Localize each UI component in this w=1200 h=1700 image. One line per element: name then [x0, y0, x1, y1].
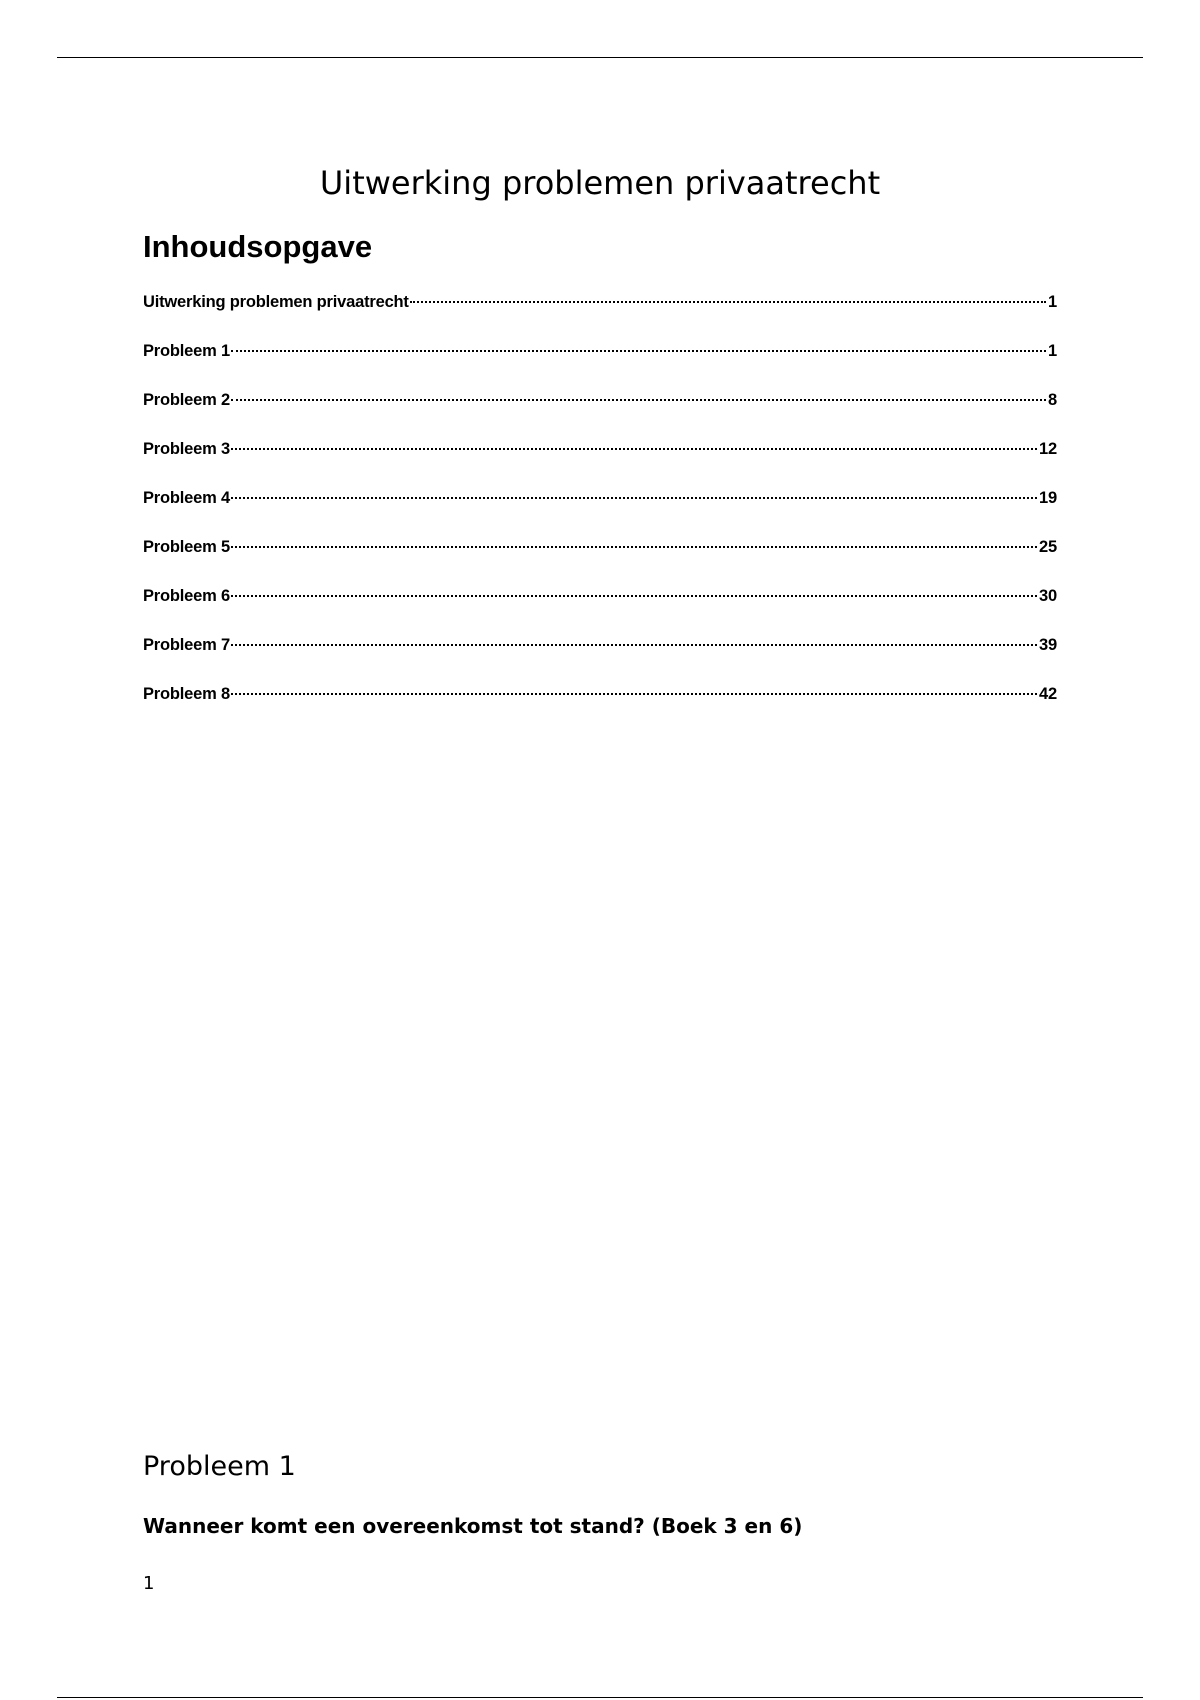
toc-entry-label: Probleem 5: [143, 538, 230, 556]
toc-entry-page: 39: [1039, 636, 1057, 654]
toc-dot-leader: [231, 497, 1037, 499]
toc-entry-probleem-7[interactable]: [143, 633, 1057, 682]
toc-entry-probleem-4[interactable]: [143, 486, 1057, 535]
toc-entry-probleem-3[interactable]: [143, 437, 1057, 486]
toc-entry-title[interactable]: [143, 290, 1057, 339]
toc-entry-label: Probleem 6: [143, 587, 230, 605]
table-of-contents: [143, 290, 1057, 731]
toc-entry-page: 30: [1039, 587, 1057, 605]
header-rule: [57, 57, 1143, 58]
toc-entry-probleem-5[interactable]: [143, 535, 1057, 584]
toc-dot-leader: [231, 693, 1037, 695]
question-text: Wanneer komt een overeenkomst tot stand? (Boek 3 en 6): [143, 1514, 803, 1538]
toc-entry-label: Probleem 8: [143, 685, 230, 703]
toc-entry-label: Probleem 2: [143, 391, 230, 409]
toc-entry-label: Probleem 7: [143, 636, 230, 654]
toc-entry-label: Probleem 4: [143, 489, 230, 507]
toc-entry-page: 1: [1048, 293, 1057, 311]
footer-rule: [57, 1697, 1143, 1698]
section-heading: Probleem 1: [143, 1451, 296, 1482]
toc-entry-page: 12: [1039, 440, 1057, 458]
toc-entry-page: 8: [1048, 391, 1057, 409]
toc-entry-page: 1: [1048, 342, 1057, 360]
toc-entry-probleem-6[interactable]: [143, 584, 1057, 633]
toc-dot-leader: [231, 399, 1046, 401]
toc-entry-page: 19: [1039, 489, 1057, 507]
toc-dot-leader: [231, 350, 1046, 352]
toc-dot-leader: [231, 595, 1037, 597]
toc-entry-probleem-1[interactable]: [143, 339, 1057, 388]
toc-dot-leader: [410, 301, 1046, 303]
toc-entry-page: 42: [1039, 685, 1057, 703]
toc-dot-leader: [231, 644, 1037, 646]
toc-entry-page: 25: [1039, 538, 1057, 556]
toc-entry-label: Uitwerking problemen privaatrecht: [143, 293, 409, 311]
toc-entry-label: Probleem 3: [143, 440, 230, 458]
toc-entry-probleem-2[interactable]: [143, 388, 1057, 437]
document-title: Uitwerking problemen privaatrecht: [319, 164, 881, 202]
toc-entry-label: Probleem 1: [143, 342, 230, 360]
toc-entry-probleem-8[interactable]: [143, 682, 1057, 731]
toc-heading: Inhoudsopgave: [143, 229, 373, 264]
page-number: 1: [143, 1573, 155, 1594]
toc-dot-leader: [231, 448, 1037, 450]
toc-dot-leader: [231, 546, 1037, 548]
